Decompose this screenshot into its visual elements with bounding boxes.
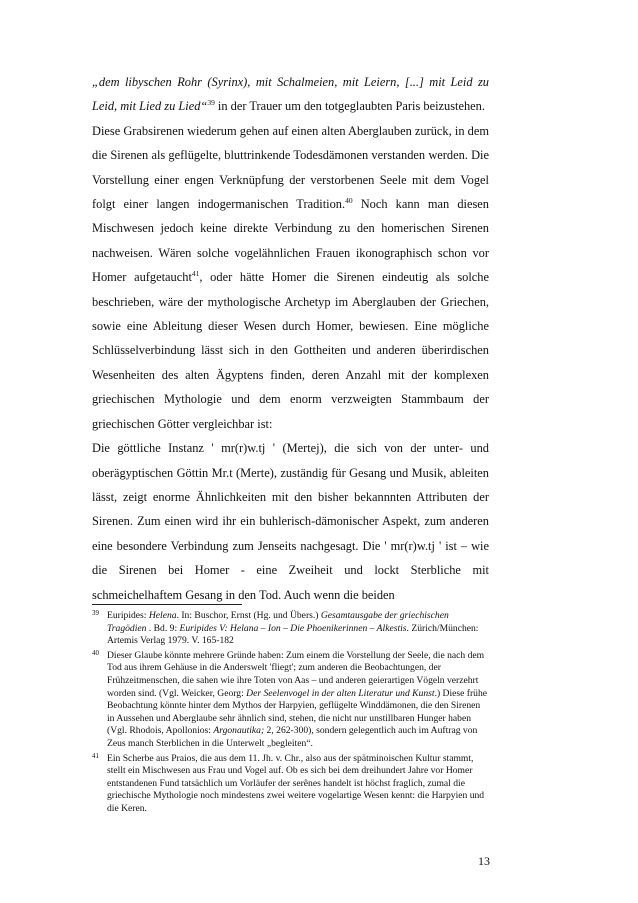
footnote-39 [92,610,489,648]
footnote-text-part: 2, 262-300), sondern gelegentlich auch im Auftrag von Zeus manch Sterblichen in die Unterwelt „begleiten“. [107,725,478,749]
footnote-41 [92,753,489,816]
paragraph-2-text-b: Noch kann man diesen Mischwesen jedoch keine direkte Verbindung zu den homerischen Sirenen nachweisen. Wären solche vogelähnlichen Frauen ikonographisch schon vor Homer aufgetaucht [92,197,489,285]
footnote-text-part: . Zürich/München: Artemis Verlag 1979. V. 165-182 [107,622,479,647]
footnote-text: Ein Scherbe aus Praios, die aus dem 11. Jh. v. Chr., also aus der spätminoischen Kultur stammt, stellt ein Mischwesen aus Frau und Vogel auf. Ob es sich bei dem dreihundert Jahre vor Homer entstandenen Fund tatsächlich um Vorläufer der serênes handelt ist höchst fraglich, zumal die griechische Mythologie noch mindestens zwei weitere vogelartige Wesen kennt: die Harpyien und die Keren. [107,752,485,814]
footnote-40 [92,650,489,751]
paragraph-1 [92,70,489,119]
footnotes [92,610,489,818]
footnote-text-part: . In: Buschor, Ernst (Hg. und Übers.) [176,610,321,621]
paragraph-2-text-c: , oder hätte Homer die Sirenen eindeutig als solche beschrieben, wäre der mythologische Archetyp im Aberglauben der Griechen, sowie eine Ableitung dieser Wesen durch Homer, bewiesen. Eine mögliche Schlüsselverbindung lässt sich in den Gottheiten und anderen überirdischen Wesenheiten des alten Ägyptens finden, deren Anzahl mit der komplexen griechischen Mythologie und dem enorm verzweigten Stammbaum der griechischen Götter vergleichbar ist: [92,270,489,431]
footnote-text-part: Dieser Glaube könnte mehrere Gründe haben: Zum einem die Vorstellung der Seele, die nach dem Tod aus ihrem Gehäuse in die Anderswelt 'fliegt'; zum anderen die Beobachtungen, der Frühzeitmenschen, die sahen wie ihre Toten von Aas – und anderen geierartigen Vögeln verzehrt worden sind. (Vgl. Weicker, Georg: [107,649,485,699]
paragraph-2-text-a: Diese Grabsirenen wiederum gehen auf einen alten Aberglauben zurück, in dem die Sirenen als geflügelte, bluttrinkende Todesdämonen verstanden werden. Die Vorstellung einer engen Verknüpfung der verstorbenen Seele mit dem Vogel folgt einer langen indogermanischen Tradition. [92,123,489,212]
footnote-title-euripides-v: Euripides V: Helana – Ion – Die Phoenikerinnen – Alkestis [179,622,407,634]
quote-syrinx: „dem libyschen Rohr (Syrinx), mit Schalmeien, mit Leiern, [...] mit Leid zu Leid, mit Lied zu Lied“ [92,75,489,114]
body-text [92,70,489,607]
paragraph-3: Die göttliche Instanz ' mr(r)w.tj ' (Mertej), die sich von der unter- und oberägyptischen Göttin Mr.t (Merte), zuständig für Gesang und Musik, ableiten lässt, zeigt enorme Ähnlichkeiten mit den bisher bekannnten Attributen der Sirenen. Zum einen wird ihr ein buhlerisch-dämonischer Aspekt, zum anderen eine besondere Verbindung zum Jenseits nachgesagt. Die ' mr(r)w.tj ' ist – wie die Sirenen bei Homer - eine Zweiheit und lockt Sterbliche mit schmeichelhaftem Gesang in den Tod. Auch wenn die beiden [92,441,489,602]
footnote-number: 41 [92,751,99,760]
footnote-text [107,650,489,751]
footnote-ref-40[interactable]: 40 [345,196,353,206]
footnote-separator [92,604,242,605]
footnote-text-part: .) Diese frühe Beobachtung könnte hinter dem Mythos der Harpyien, geflügelte Winddämonen, die den Sirenen in Aussehen und Aberglaube sehr ähnlich sind, stehen, die nicht nur unstillbaren Hunger haben (Vgl. Rhodois, Apollonios: [107,687,488,737]
footnote-title-argonautika: Argonautika; [213,725,265,737]
footnote-number: 40 [92,648,99,657]
paragraph-1-text: in der Trauer um den totgeglaubten Paris beizustehen. [214,99,485,114]
footnote-ref-41[interactable]: 41 [191,269,200,279]
footnote-text-part: Euripides: [107,610,149,621]
footnote-title-gesamtausgabe: Gesamtausgabe der griechischen Tragödien [107,610,449,634]
footnote-text-part: . Bd. 9: [146,622,180,634]
footnote-text [107,610,489,648]
footnote-title-helena: Helena [148,610,177,621]
paragraph-2 [92,119,489,436]
footnote-ref-39[interactable]: 39 [207,98,215,108]
footnote-number: 39 [92,609,99,617]
footnote-title-seelenvogel: Der Seelenvogel in der alten Literatur und Kunst [246,687,435,699]
page-number: 13 [478,854,490,868]
